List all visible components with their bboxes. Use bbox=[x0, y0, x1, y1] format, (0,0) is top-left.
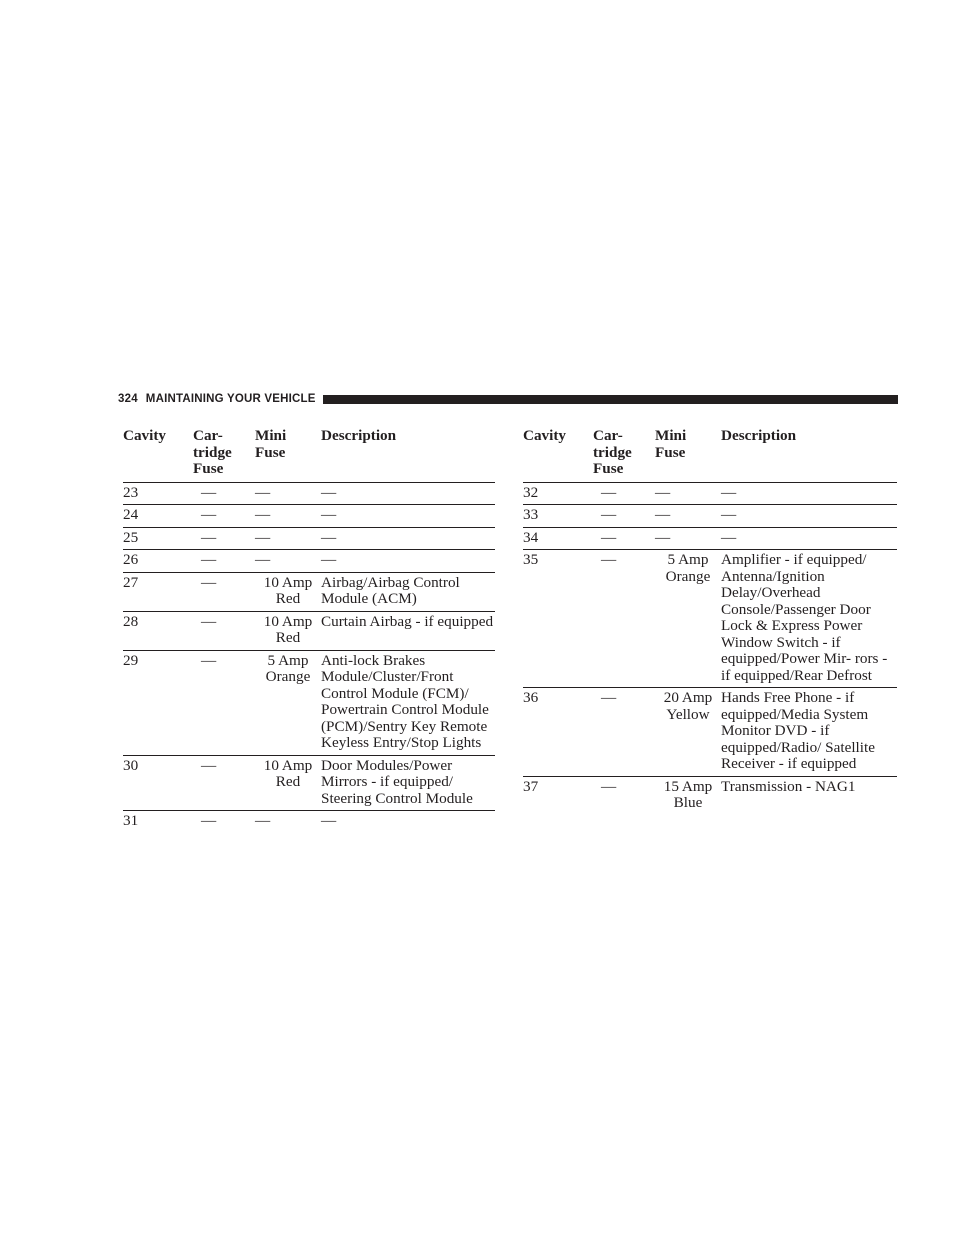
cavity-cell: 31 bbox=[123, 812, 139, 829]
cartridge-cell: — bbox=[193, 482, 255, 505]
page-header bbox=[118, 391, 898, 407]
col-header-cartridge-line3: Fuse bbox=[593, 460, 624, 477]
cavity-cell: 23 bbox=[123, 482, 193, 505]
table-row bbox=[523, 505, 897, 528]
mini-fuse-cell: — bbox=[255, 482, 321, 505]
cavity-cell: 29 bbox=[123, 650, 193, 755]
description-cell: Hands Free Phone - if equipped/Media System Monitor DVD - if equipped/Radio/ Satellite Receiver - if equipped bbox=[721, 688, 897, 777]
mini-fuse-cell: — bbox=[655, 527, 721, 550]
cartridge-cell: — bbox=[193, 527, 255, 550]
mini-fuse-cell: 10 Amp Red bbox=[255, 611, 321, 650]
cartridge-cell: — bbox=[593, 505, 655, 528]
cartridge-cell: — bbox=[193, 550, 255, 573]
description-cell: — bbox=[321, 812, 337, 829]
cavity-cell: 24 bbox=[123, 505, 193, 528]
col-header-mini-line2: Fuse bbox=[655, 443, 686, 461]
table-row bbox=[123, 611, 495, 650]
table-row bbox=[523, 688, 897, 777]
cavity-cell: 32 bbox=[523, 482, 593, 505]
col-header-mini-fuse bbox=[655, 426, 721, 482]
description-cell: Curtain Airbag - if equipped bbox=[321, 611, 495, 650]
cavity-cell: 33 bbox=[523, 505, 593, 528]
cartridge-cell: — bbox=[193, 572, 255, 611]
page-number: 324 bbox=[118, 393, 138, 405]
description-cell: Airbag/Airbag Control Module (ACM) bbox=[321, 572, 495, 611]
mini-fuse-cell: — bbox=[255, 812, 271, 829]
table-row bbox=[123, 811, 495, 833]
mini-fuse-cell: — bbox=[655, 505, 721, 528]
mini-fuse-cell: 15 Amp Blue bbox=[663, 777, 713, 811]
table-row bbox=[123, 755, 495, 811]
description-cell: Transmission - NAG1 bbox=[721, 777, 856, 795]
description-cell: — bbox=[721, 527, 897, 550]
col-header-description: Description bbox=[721, 426, 897, 482]
cartridge-cell: — bbox=[593, 527, 655, 550]
table-row bbox=[123, 550, 495, 573]
col-header-cavity: Cavity bbox=[523, 426, 593, 482]
table-row bbox=[123, 650, 495, 755]
description-cell: Door Modules/Power Mirrors - if equipped/ Steering Control Module bbox=[321, 755, 495, 811]
fuse-table-left bbox=[123, 426, 495, 833]
header-rule bbox=[323, 395, 898, 404]
col-header-cartridge-fuse bbox=[593, 426, 655, 482]
cavity-cell: 34 bbox=[523, 527, 593, 550]
col-header-cartridge-line1: Car- bbox=[193, 427, 223, 444]
table-row bbox=[123, 505, 495, 528]
col-header-cartridge-line3: Fuse bbox=[193, 460, 224, 477]
col-header-cartridge-line2: tridge bbox=[593, 443, 632, 461]
col-header-cartridge-line2: tridge bbox=[193, 443, 232, 461]
description-cell: — bbox=[721, 482, 897, 505]
cavity-cell: 36 bbox=[523, 688, 593, 777]
cavity-cell: 30 bbox=[123, 755, 193, 811]
cavity-cell: 35 bbox=[523, 550, 593, 688]
mini-fuse-cell: 10 Amp Red bbox=[255, 572, 321, 611]
table-row bbox=[523, 482, 897, 505]
cartridge-cell: — bbox=[193, 611, 255, 650]
description-cell: Anti-lock Brakes Module/Cluster/Front Control Module (FCM)/ Powertrain Control Module (PCM)/Sentry Key Remote Keyless Entry/Stop Lights bbox=[321, 650, 495, 755]
table-header-row bbox=[523, 426, 897, 482]
description-cell: — bbox=[321, 527, 495, 550]
description-cell: — bbox=[321, 482, 495, 505]
cavity-cell: 26 bbox=[123, 550, 193, 573]
col-header-mini-line2: Fuse bbox=[255, 443, 286, 461]
table-row bbox=[123, 482, 495, 505]
table-header-row bbox=[123, 426, 495, 482]
mini-fuse-cell: 5 Amp Orange bbox=[655, 550, 721, 688]
mini-fuse-cell: — bbox=[255, 505, 321, 528]
mini-fuse-cell: — bbox=[255, 527, 321, 550]
table-row bbox=[123, 572, 495, 611]
table-row bbox=[523, 776, 897, 815]
section-title: MAINTAINING YOUR VEHICLE bbox=[145, 393, 316, 405]
mini-fuse-cell: — bbox=[655, 482, 721, 505]
col-header-cartridge-line1: Car- bbox=[593, 427, 623, 444]
cartridge-cell: — bbox=[601, 777, 617, 795]
col-header-mini-fuse bbox=[255, 426, 321, 482]
mini-fuse-cell: 10 Amp Red bbox=[255, 755, 321, 811]
cartridge-cell: — bbox=[593, 482, 655, 505]
col-header-cartridge-fuse bbox=[193, 426, 255, 482]
cavity-cell: 37 bbox=[523, 777, 539, 795]
cartridge-cell: — bbox=[193, 755, 255, 811]
cartridge-cell: — bbox=[593, 550, 655, 688]
cartridge-cell: — bbox=[193, 650, 255, 755]
cavity-cell: 28 bbox=[123, 611, 193, 650]
table-row bbox=[523, 527, 897, 550]
col-header-mini-line1: Mini bbox=[255, 427, 287, 444]
description-cell: Amplifier - if equipped/ Antenna/Ignition Delay/Overhead Console/Passenger Door Lock & Express Power Window Switch - if equipped/Power Mir- rors - if equipped/Rear Defrost bbox=[721, 550, 897, 688]
col-header-mini-line1: Mini bbox=[655, 427, 687, 444]
table-row bbox=[523, 550, 897, 688]
col-header-cavity: Cavity bbox=[123, 426, 193, 482]
table-row bbox=[123, 527, 495, 550]
description-cell: — bbox=[321, 505, 495, 528]
cartridge-cell: — bbox=[593, 688, 655, 777]
cavity-cell: 27 bbox=[123, 572, 193, 611]
mini-fuse-cell: 5 Amp Orange bbox=[255, 650, 321, 755]
cartridge-cell: — bbox=[193, 505, 255, 528]
col-header-description: Description bbox=[321, 426, 495, 482]
cavity-cell: 25 bbox=[123, 527, 193, 550]
mini-fuse-cell: — bbox=[255, 550, 321, 573]
description-cell: — bbox=[721, 505, 897, 528]
mini-fuse-cell: 20 Amp Yellow bbox=[655, 688, 721, 777]
fuse-table-right bbox=[523, 426, 897, 815]
description-cell: — bbox=[321, 550, 495, 573]
cartridge-cell: — bbox=[201, 812, 217, 829]
